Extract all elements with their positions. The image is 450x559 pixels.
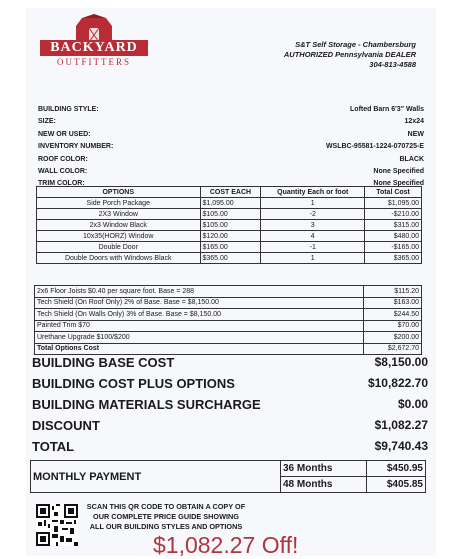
extra-label: Painted Trim $70 <box>35 320 364 332</box>
table-row <box>37 198 422 209</box>
info-value: None Specified <box>373 180 424 188</box>
option-cost: $165.00 <box>200 242 261 253</box>
extra-label: Total Options Cost <box>35 343 364 355</box>
table-row <box>35 286 422 298</box>
monthly-payment-label: MONTHLY PAYMENT <box>31 461 281 493</box>
option-cost: $105.00 <box>200 220 261 231</box>
option-total: $480.00 <box>365 231 422 242</box>
dealer-phone: 304-813-4588 <box>369 60 416 69</box>
company-logo <box>40 14 148 72</box>
option-total: -$165.00 <box>365 242 422 253</box>
table-row <box>37 231 422 242</box>
info-row <box>38 154 424 166</box>
column-header: COST EACH <box>200 187 261 198</box>
info-label: WALL COLOR: <box>38 167 88 175</box>
option-name: 2x3 Window Black <box>37 220 201 231</box>
table-row <box>31 461 426 477</box>
logo-wordmark: BACKYARD <box>40 40 148 56</box>
summary-value: $1,082.27 <box>374 418 428 432</box>
extra-value: $70.00 <box>364 320 422 332</box>
extra-value: $244.50 <box>364 309 422 321</box>
option-cost: $120.00 <box>200 231 261 242</box>
extra-label: 2x6 Floor Joists $0.40 per square foot. Base = 288 <box>35 286 364 298</box>
summary-label: DISCOUNT <box>32 418 100 433</box>
discount-promo: $1,082.27 Off! <box>153 532 299 558</box>
info-row <box>38 166 424 178</box>
info-row <box>38 116 424 128</box>
info-value: NEW <box>407 130 424 138</box>
info-label: SIZE: <box>38 118 56 126</box>
summary-value: $0.00 <box>397 397 428 411</box>
table-row <box>35 297 422 309</box>
summary-label: TOTAL <box>32 439 75 454</box>
option-total: $1,095.00 <box>365 198 422 209</box>
price-sheet <box>26 8 436 556</box>
option-qty: 1 <box>261 198 365 209</box>
info-value: BLACK <box>399 155 424 163</box>
extra-label: Tech Shield (On Walls Only) 3% of Base. Base = $8,150.00 <box>35 309 364 321</box>
summary-value: $8,150.00 <box>374 355 428 369</box>
summary-row <box>32 376 428 397</box>
info-value: Lofted Barn 6'3" Walls <box>350 106 424 113</box>
info-row <box>38 129 424 141</box>
option-qty: 4 <box>261 231 365 242</box>
info-value: None Specified <box>373 167 424 175</box>
table-row <box>37 242 422 253</box>
table-row <box>37 253 422 264</box>
summary-label: BUILDING COST PLUS OPTIONS <box>32 376 235 391</box>
info-label: NEW OR USED: <box>38 130 91 138</box>
monthly-payment-table <box>30 460 426 493</box>
options-table <box>36 186 422 264</box>
extra-value: $163.00 <box>364 297 422 309</box>
extra-label: Tech Shield (On Roof Only) 2% of Base. Base = $8,150.00 <box>35 297 364 309</box>
extra-label: Urethane Upgrade $100/$200 <box>35 332 364 344</box>
summary-value: $10,822.70 <box>367 376 428 390</box>
table-row <box>35 309 422 321</box>
table-row <box>35 320 422 332</box>
option-cost: $365.00 <box>200 253 261 264</box>
dealer-name: S&T Self Storage - Chambersburg <box>295 40 416 49</box>
info-label: TRIM COLOR: <box>38 180 85 188</box>
summary-row <box>32 355 428 376</box>
info-row <box>38 104 424 116</box>
extra-value: $115.20 <box>364 286 422 298</box>
option-qty: -1 <box>261 242 365 253</box>
term-amount: $450.95 <box>367 461 426 477</box>
page-edge-mask <box>444 240 450 358</box>
term-label: 48 Months <box>281 477 367 493</box>
extra-value: $2,672.70 <box>364 343 422 355</box>
option-name: Double Doors with Windows Black <box>37 253 201 264</box>
option-cost: $1,095.00 <box>200 198 261 209</box>
options-header-row <box>37 187 422 198</box>
term-amount: $405.85 <box>367 477 426 493</box>
info-value: WSLBC-95581-1224-070725-E <box>325 143 424 151</box>
info-label: INVENTORY NUMBER: <box>38 143 114 151</box>
total-options-row <box>35 343 422 355</box>
info-label: BUILDING STYLE: <box>38 106 99 113</box>
option-total: -$210.00 <box>365 209 422 220</box>
qr-code-icon[interactable] <box>36 504 78 546</box>
option-name: Side Porch Package <box>37 198 201 209</box>
extra-value: $200.00 <box>364 332 422 344</box>
column-header: Quantity Each or foot <box>261 187 365 198</box>
option-total: $365.00 <box>365 253 422 264</box>
cost-summary <box>32 355 428 460</box>
info-label: ROOF COLOR: <box>38 155 88 163</box>
logo-subtitle: OUTFITTERS <box>57 57 131 67</box>
info-value: 12x24 <box>404 118 424 126</box>
option-name: 2X3 Window <box>37 209 201 220</box>
option-qty: 1 <box>261 253 365 264</box>
info-row <box>38 141 424 153</box>
option-qty: 3 <box>261 220 365 231</box>
qr-instructions: SCAN THIS QR CODE TO OBTAIN A COPY OF OUR COMPLETE PRICE GUIDE SHOWING ALL OUR BUILDING STYLES AND OPTIONS <box>86 502 246 531</box>
table-row <box>37 209 422 220</box>
option-cost: $105.00 <box>200 209 261 220</box>
summary-row <box>32 418 428 439</box>
option-qty: -2 <box>261 209 365 220</box>
option-name: 10x35(HORZ) Window <box>37 231 201 242</box>
extras-table <box>34 285 422 355</box>
table-row <box>35 332 422 344</box>
summary-label: BUILDING MATERIALS SURCHARGE <box>32 397 261 412</box>
summary-row <box>32 397 428 418</box>
summary-value: $9,740.43 <box>374 439 428 453</box>
building-info <box>38 104 424 191</box>
table-row <box>37 220 422 231</box>
dealer-info <box>216 40 416 70</box>
dealer-authorization: AUTHORIZED Pennsylvania DEALER <box>283 50 416 59</box>
column-header: OPTIONS <box>37 187 201 198</box>
option-total: $315.00 <box>365 220 422 231</box>
barn-icon <box>74 14 114 42</box>
summary-row <box>32 439 428 460</box>
summary-label: BUILDING BASE COST <box>32 355 175 370</box>
option-name: Double Door <box>37 242 201 253</box>
term-label: 36 Months <box>281 461 367 477</box>
column-header: Total Cost <box>365 187 422 198</box>
